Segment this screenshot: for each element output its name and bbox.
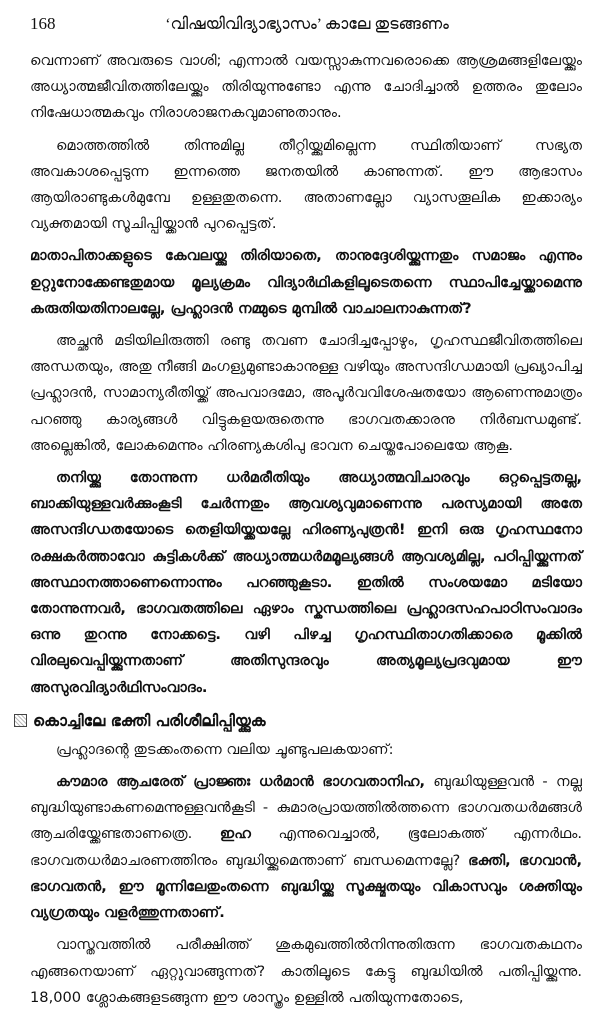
paragraph: വെന്നാണ് അവരുടെ വാശി; എന്നാൽ വയസ്സാകുന്നവരൊക്കെ ആശ്രമങ്ങളിലേയ്ക്കും അധ്യാത്മജീവിതത്തിലേയ്ക്കും തിരിയുന്നുണ്ടോ എന്നു ചോദിച്ചാൽ ഉത്തരം തുലോം നിഷേധാത്മകവും നിരാശാജനകവുമാണുതാനും.: [30, 52, 582, 122]
square-bullet-icon: [14, 714, 27, 727]
bold-paragraph: തനിയ്ക്കു തോന്നുന്ന ധർമരീതിയും അധ്യാത്മവിചാരവും ഒറ്റപ്പെട്ടതല്ല, ബാക്കിയുള്ളവർക്കുംകൂടി ചേർന്നതും ആവശ്യവുമാണെന്നു പരസ്യമായി അതേ അസന്ദിഗ്ധതയോടെ തെളിയിയ്ക്കയല്ലേ ഹിരണ്യപുത്രൻ! ഇനി ഒരു ഗൃഹസ്ഥനോ രക്ഷകർത്താവോ കുട്ടികൾക്ക് അധ്യാത്മധർമമൂല്യങ്ങൾ ആവശ്യമില്ല, പഠിപ്പിയ്ക്കുന്നത് അസ്ഥാനത്താണെന്നൊന്നും പറഞ്ഞുകൂടാ. ഇതിൽ സംശയമോ മടിയോ തോന്നുന്നവർ, ഭാഗവതത്തിലെ ഏഴാം സ്കന്ധത്തിലെ പ്രഹ്ലാദസഹപാഠിസംവാദം ഒന്നു തുറന്നു നോക്കട്ടെ. വഴി പിഴച്ച ഗൃഹസ്ഥിതാഗതിക്കാരെ മൂക്കിൽ വിരലുവെപ്പിയ്ക്കുന്നതാണ് അതിസുന്ദരവും അത്യമൂല്യപ്രദവുമായ ഈ അസുരവിദ്യാർഥിസംവാദം.: [30, 469, 582, 696]
section-heading-text: കൊച്ചിലേ ഭക്തി പരിശീലിപ്പിയ്ക്കുക: [33, 711, 266, 730]
bold-span: ഭക്തി, ഭഗവാൻ, ഭാഗവതൻ, ഈ മൂന്നിലേതുംതന്നെ ബുദ്ധിയ്ക്കു സൂക്ഷ്മതയും വികാസവും ശക്തിയും വ്യഗ്രതയും വളർത്തുന്നതാണ്.: [30, 851, 582, 922]
text-span: എന്നുവെച്ചാൽ, ഭൂലോകത്ത് എന്നർഥം. ഭാഗവതധർമാചരണത്തിനും ബുദ്ധിയ്ക്കുമെന്താണ് ബന്ധമെന്നല്ലേ?: [30, 825, 583, 869]
running-header: [30, 14, 582, 42]
bold-paragraph: മാതാപിതാക്കളുടെ കേവലയ്ക്കു തിരിയാതെ, താനുദ്ദേശിയ്ക്കുന്നതും സമാജം എന്നും ഉറ്റുനോക്കേണ്ടതുമായ മൂല്യക്രമം വിദ്യാർഥികളിലൂടെതന്നെ സ്ഥാപിച്ചേയ്ക്കാമെന്നു കരുതിയതിനാലല്ലേ, പ്രഹ്ലാദൻ നമ്മുടെ മുമ്പിൽ വാചാലനാകുന്നത്?: [30, 247, 582, 317]
text-span: ബുദ്ധിയുള്ളവൻ - നല്ല ബുദ്ധിയുണ്ടാകണമെന്നുള്ളവൻകൂടി - കുമാരപ്രായത്തിൽത്തന്നെ ഭാഗവതധർമങ്ങൾ ആചരിയ്ക്കേണ്ടതാണത്രെ.: [30, 773, 582, 843]
paragraph: പ്രഹ്ലാദന്റെ തുടക്കംതന്നെ വലിയ ചൂണ്ടുപലകയാണ്:: [56, 740, 394, 758]
body-text: [30, 48, 582, 1011]
section-heading: [14, 707, 582, 735]
chapter-title: ‘വിഷയിവിദ്യാഭ്യാസം’ കാലേ തുടങ്ങണം: [165, 16, 449, 33]
bold-span: ഇഹ: [219, 825, 251, 843]
mixed-paragraph: [30, 769, 582, 926]
bold-span: കൗമാര ആചരേത് പ്രാജ്ഞഃ ധർമാൻ ഭാഗവതാനിഹ,: [56, 773, 426, 791]
paragraph: അച്ഛൻ മടിയിലിരുത്തി രണ്ടു തവണ ചോദിച്ചപ്പോഴും, ഗൃഹസ്ഥജീവിതത്തിലെ അന്ധതയും, അതു നീങ്ങി മംഗള്യമുണ്ടാകാനുള്ള വഴിയും അസന്ദിഗ്ധമായി പ്രഖ്യാപിച്ച പ്രഹ്ലാദൻ, സാമാന്യരീതിയ്ക്ക് അപവാദമോ, അപൂർവവിശേഷതയോ ആണെന്നുമാത്രം പറഞ്ഞു കാര്യങ്ങൾ വിട്ടുകളയരുതെന്നു ഭാഗവതക്കാരനു നിർബന്ധമുണ്ട്. അല്ലെങ്കിൽ, ലോകമെന്നും ഹിരണ്യകശിപു ഭാവന ചെയ്തപോലെയേ ആകൂ.: [30, 332, 582, 454]
paragraph: വാസ്തവത്തിൽ പരീക്ഷിത്ത് ശുകമുഖത്തിൽനിന്നുതിരുന്ന ഭാഗവതകഥനം എങ്ങനെയാണ് ഏറ്റുവാങ്ങുന്നത്? കാതിലൂടെ കേട്ടു ബുദ്ധിയിൽ പതിപ്പിയ്ക്കുന്നു. 18,000 ശ്ലോകങ്ങളടങ്ങുന്ന ഈ ശാസ്ത്രം ഉള്ളിൽ പതിയുന്നതോടെ,: [30, 936, 582, 1006]
paragraph: മൊത്തത്തിൽ തിന്നുമില്ല തീറ്റിയ്ക്കുമില്ലെന്ന സ്ഥിതിയാണ് സഭ്യത അവകാശപ്പെടുന്ന ഇന്നത്തെ ജനതയിൽ കാണുന്നത്. ഈ ആഭാസം ആയിരാണ്ടുകൾമുമ്പേ ഉള്ളതുതന്നെ. അതാണല്ലോ വ്യാസതൂലിക ഇക്കാര്യം വ്യക്തമായി സൂചിപ്പിയ്ക്കാൻ പുറപ്പെട്ടത്.: [30, 136, 582, 233]
page-number: 168: [30, 14, 56, 33]
